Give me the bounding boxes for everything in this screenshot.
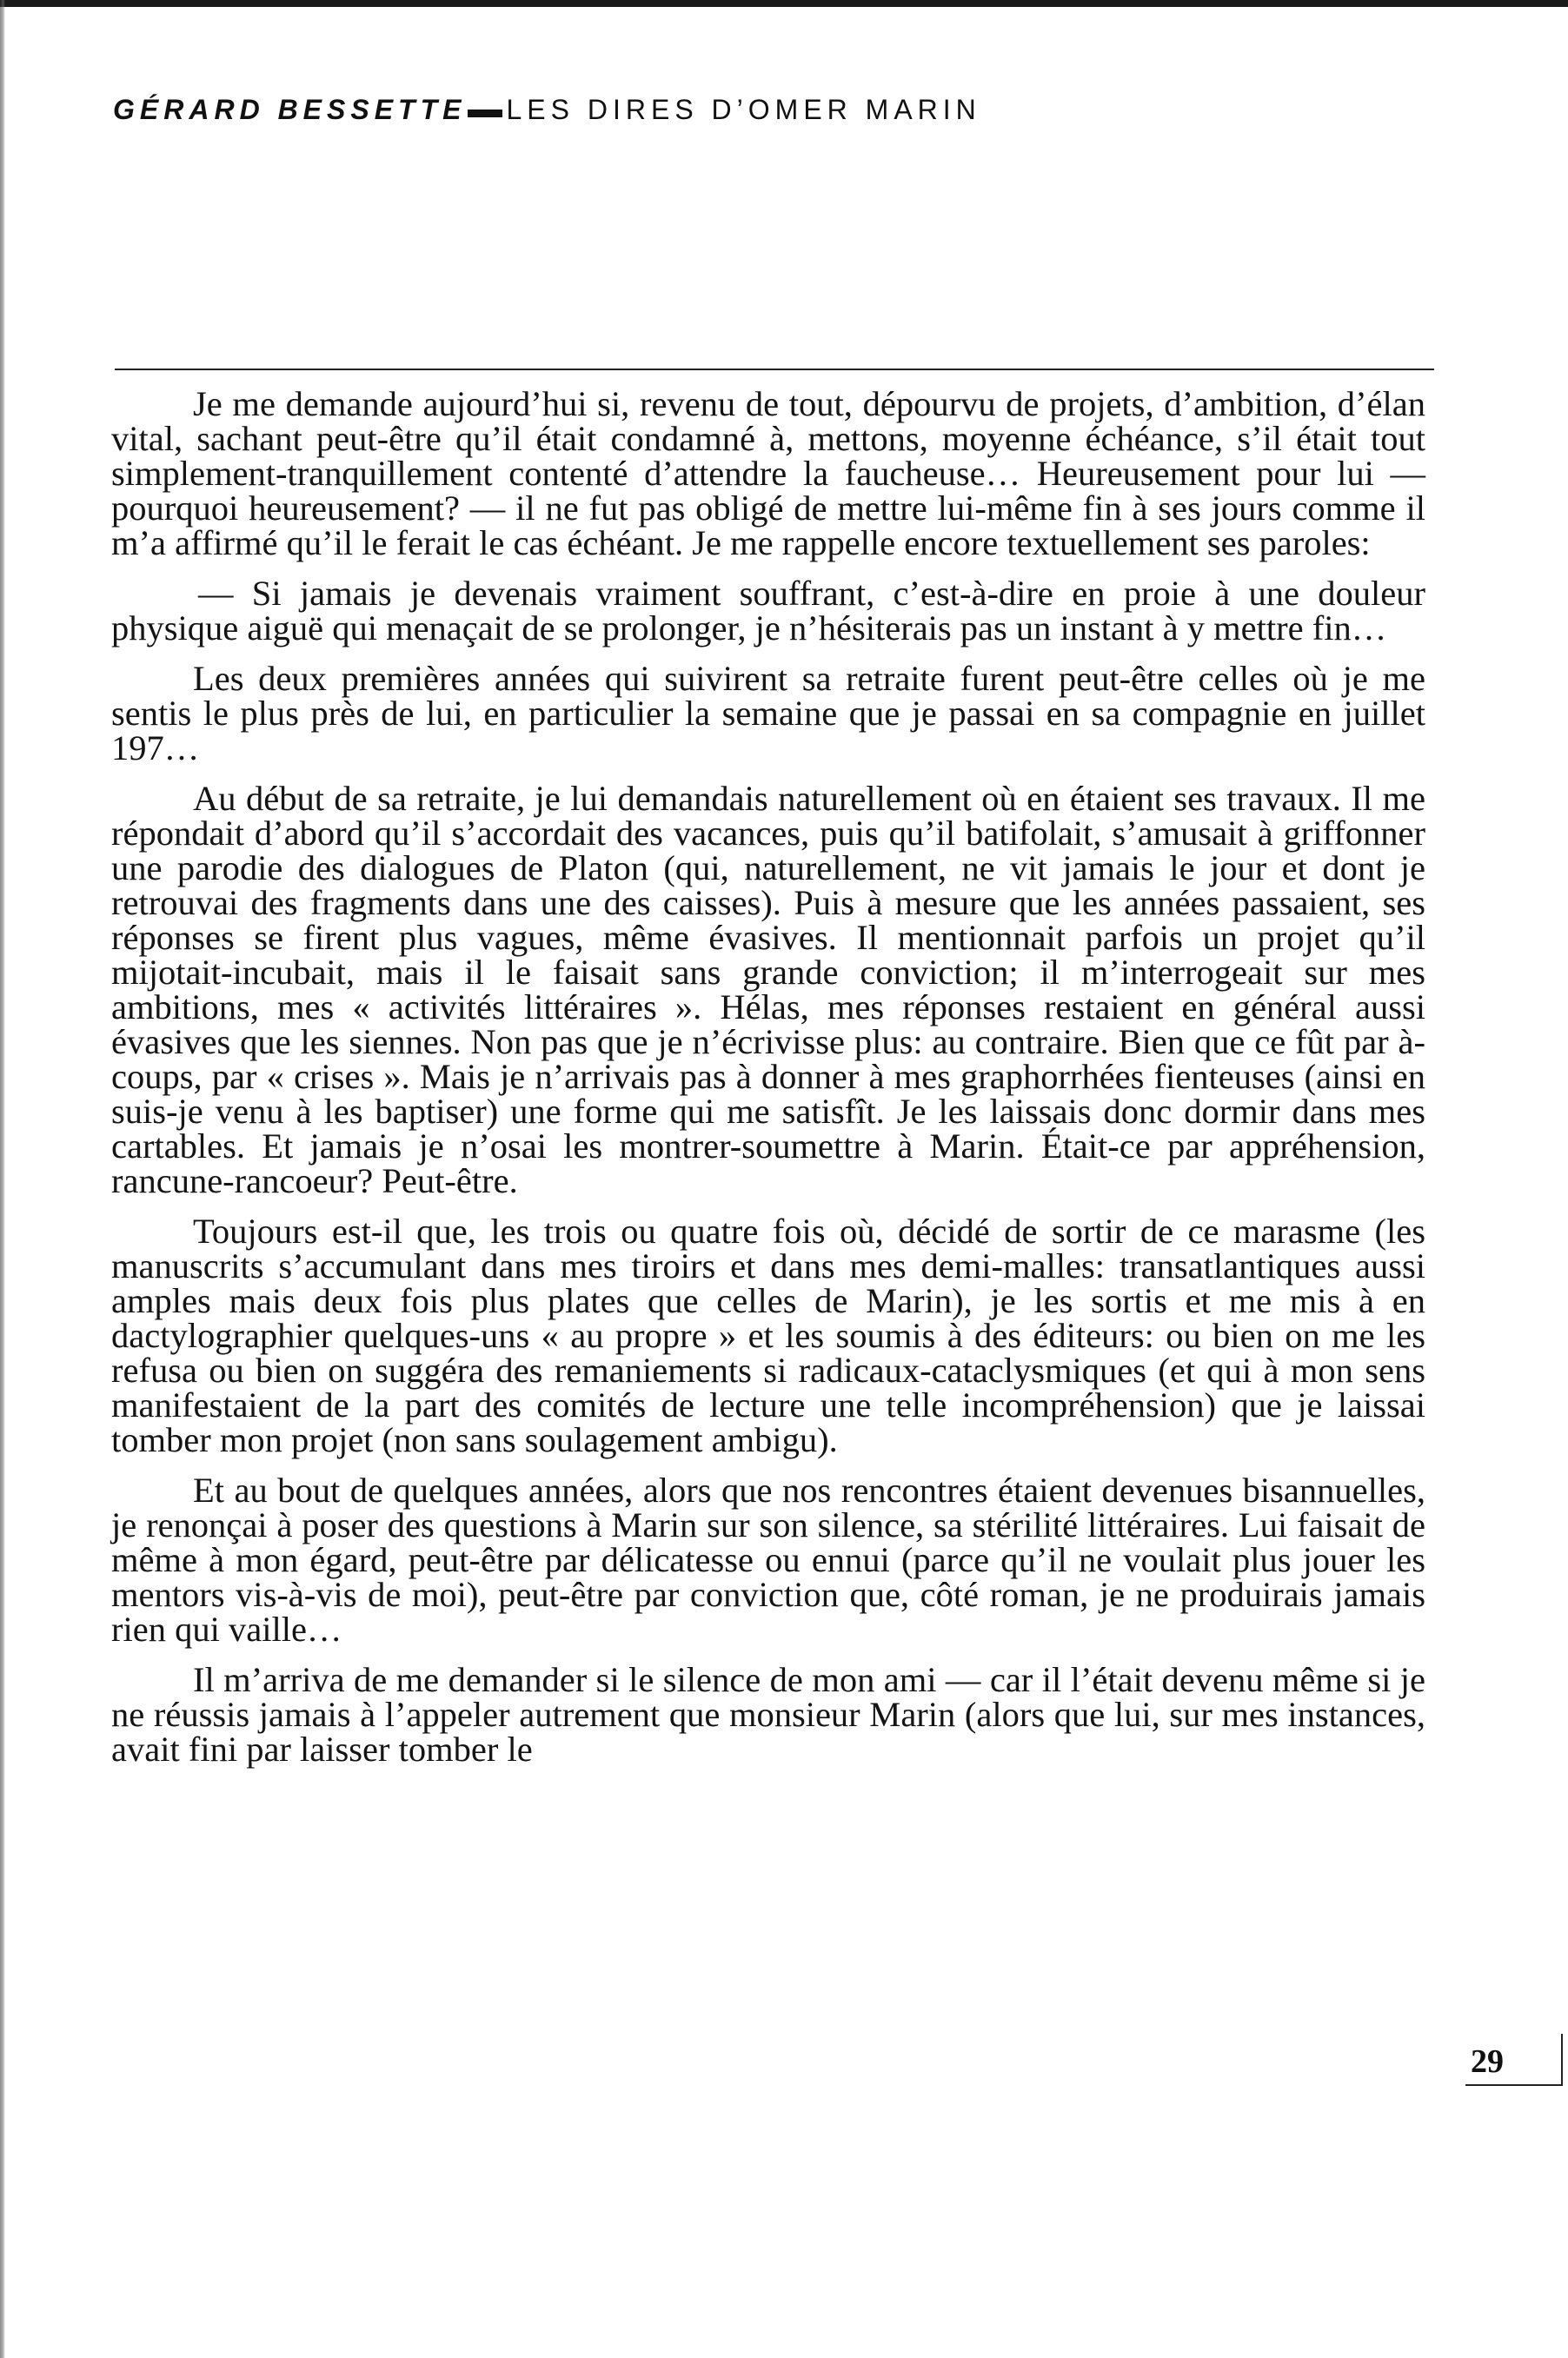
running-head-author: GÉRARD BESSETTE [113, 94, 467, 125]
paragraph: Les deux premières années qui suivirent sa retraite furent peut-être celles où je me sentis le plus près de lui, en particulier la semaine que je passai en sa compagnie en juillet 197… [111, 659, 1425, 767]
body-text [111, 384, 1425, 1783]
paragraph: Au début de sa retraite, je lui demandais naturellement où en étaient ses travaux. Il me répondait d’abord qu’il s’accordait des vacances, puis qu’il batifolait, s’amusait à griffonner une parodie des dialogues de Platon (qui, naturellement, ne vit jamais le jour et dont je retrouvai des fragments dans une des caisses). Puis à mesure que les années passaient, ses réponses se firent plus vagues, même évasives. Il mentionnait parfois un projet qu’il mijotait-incubait, mais il le faisait sans grande conviction; il m’interrogeait sur mes ambitions, mes « activités littéraires ». Hélas, mes réponses restaient en général aussi évasives que les siennes. Non pas que je n’écrivisse plus: au contraire. Bien que ce fût par à-coups, par « crises ». Mais je n’arrivais pas à donner à mes graphorrhées fienteuses (ainsi en suis-je venu à les baptiser) une forme qui me satisfît. Je les laissais donc dormir dans mes cartables. Et jamais je n’osai les montrer-soumettre à Marin. Était-ce par appréhension, rancune-rancoeur? Peut-être. [111, 779, 1425, 1200]
page-binding-edge [0, 0, 5, 2358]
page-number-tick [1561, 2034, 1563, 2086]
dialogue-paragraph: — Si jamais je devenais vraiment souffrant, c’est-à-dire en proie à une douleur physique aiguë qui menaçait de se prolonger, je n’hésiterais pas un instant à y mettre fin… [111, 574, 1425, 648]
running-head [113, 94, 981, 126]
page-number: 29 [1471, 2043, 1504, 2080]
running-head-separator [468, 110, 502, 117]
running-head-title: LES DIRES D’OMER MARIN [506, 94, 981, 125]
page-top-edge [0, 0, 1568, 7]
paragraph: Toujours est-il que, les trois ou quatre fois où, décidé de sortir de ce marasme (les manuscrits s’accumulant dans mes tiroirs et dans mes demi-malles: transatlantiques aussi amples mais deux fois plus plates que celles de Marin), je les sortis et me mis à en dactylographier quelques-uns « au propre » et les soumis à des éditeurs: ou bien on me les refusa ou bien on suggéra des remaniements si radicaux-cataclysmiques (et qui à mon sens manifestaient de la part des comités de lecture une telle incompréhension) que je laissai tomber mon projet (non sans soulagement ambigu). [111, 1212, 1425, 1459]
header-rule [115, 369, 1434, 370]
paragraph: Je me demande aujourd’hui si, revenu de tout, dépourvu de projets, d’ambition, d’élan vital, sachant peut-être qu’il était condamné à, mettons, moyenne échéance, s’il était tout simplement-tranquillement contenté d’attendre la faucheuse… Heureusement pour lui — pourquoi heureusement? — il ne fut pas obligé de mettre lui-même fin à ses jours comme il m’a affirmé qu’il le ferait le cas échéant. Je me rappelle encore textuellement ses paroles: [111, 384, 1425, 562]
page-number-rule [1465, 2084, 1563, 2086]
paragraph: Et au bout de quelques années, alors que nos rencontres étaient devenues bisannuelles, je renonçai à poser des questions à Marin sur son silence, sa stérilité littéraires. Lui faisait de même à mon égard, peut-être par délicatesse ou ennui (parce qu’il ne voulait plus jouer les mentors vis-à-vis de moi), peut-être par conviction que, côté roman, je ne produirais jamais rien qui vaille… [111, 1471, 1425, 1649]
paragraph: Il m’arriva de me demander si le silence de mon ami — car il l’était devenu même si je ne réussis jamais à l’appeler autrement que monsieur Marin (alors que lui, sur mes instances, avait fini par laisser tomber le [111, 1660, 1425, 1769]
